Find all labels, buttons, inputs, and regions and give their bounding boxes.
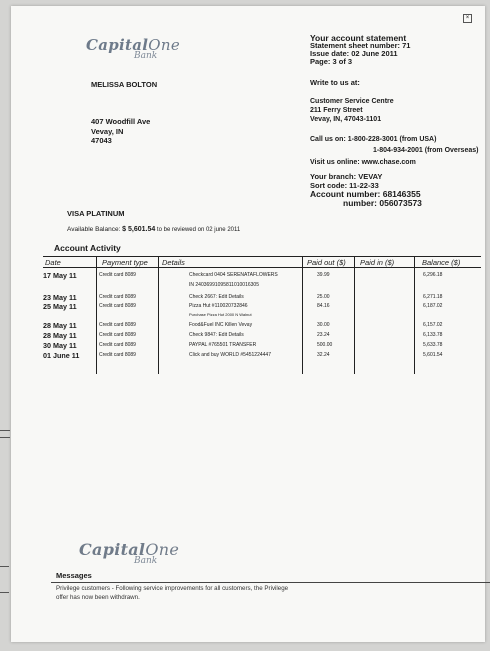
header-details: Details bbox=[162, 258, 185, 267]
table-row: 25 May 11 Credit card 8089 Pizza Hut #110020732846 84.16 6,187.02 bbox=[43, 302, 443, 311]
header-date: Date bbox=[45, 258, 61, 267]
messages-divider bbox=[51, 582, 490, 583]
website: Visit us online: www.chase.com bbox=[310, 159, 416, 166]
bank-logo: CapitalOne Bank bbox=[86, 36, 181, 61]
table-row-continuation: Purchase Pizza Hut 2000 N Walnut bbox=[189, 312, 252, 317]
service-centre-address: Customer Service Centre 211 Ferry Street Vevay, IN, 47043-1101 bbox=[310, 98, 394, 123]
phone-overseas: 1-804-934-2001 (from Overseas) bbox=[373, 147, 479, 154]
phone-usa: Call us on: 1-800-228-3001 (from USA) bbox=[310, 136, 437, 143]
statement-info: Your account statement Statement sheet number: 71 Issue date: 02 June 2011 Page: 3 of 3 bbox=[310, 33, 411, 66]
header-paid-out: Paid out ($) bbox=[307, 258, 346, 267]
header-balance: Balance ($) bbox=[422, 258, 461, 267]
scan-edge-mark bbox=[0, 430, 10, 431]
messages-text: Privilege customers - Following service improvements for all customers, the Privilege offer has now been withdrawn. bbox=[56, 585, 289, 601]
scan-edge-mark bbox=[0, 437, 10, 438]
table-row-continuation: IN 24036991095811010016305 bbox=[189, 282, 259, 288]
branch-info: Your branch: VEVAY Sort code: 11-22-33 Account number: 68146355 number: 056073573 bbox=[310, 172, 422, 208]
scan-edge-mark bbox=[0, 592, 9, 593]
header-paid-in: Paid in ($) bbox=[360, 258, 395, 267]
account-activity-title: Account Activity bbox=[54, 243, 121, 253]
table-header-rule bbox=[43, 267, 481, 268]
write-to-label: Write to us at: bbox=[310, 78, 360, 87]
table-row: 30 May 11 Credit card 8089 PAYPAL #765501 TRANSFER 500.00 5,633.78 bbox=[43, 341, 443, 350]
customer-address: 407 Woodfill Ave Vevay, IN 47043 bbox=[91, 117, 151, 145]
statement-sheet bbox=[11, 6, 485, 642]
table-top-rule bbox=[43, 256, 481, 257]
table-row: 23 May 11 Credit card 8089 Check 2667: Edit Details 25.00 6,271.18 bbox=[43, 293, 443, 302]
available-balance: Available Balance: $ 5,601.54 to be reviewed on 02 june 2011 bbox=[67, 226, 241, 233]
close-icon[interactable]: × bbox=[463, 14, 472, 23]
table-row: 28 May 11 Credit card 8089 Check 9847: Edit Details 23.24 6,133.78 bbox=[43, 331, 443, 340]
table-row: 17 May 11 Credit card 8089 Checkcard 0404 SERENATAFLOWERS 39.99 6,296.18 bbox=[43, 271, 443, 280]
table-row: 01 June 11 Credit card 8089 Click and buy WORLD #5451224447 32.24 5,601.54 bbox=[43, 351, 443, 360]
customer-name: MELISSA BOLTON bbox=[91, 80, 158, 89]
bank-logo-footer: CapitalOne Bank bbox=[79, 540, 180, 566]
messages-title: Messages bbox=[56, 571, 92, 580]
scan-edge-mark bbox=[0, 566, 9, 567]
table-row: 28 May 11 Credit card 8089 Food&Fuel INC Killen Vevay 30.00 6,157.02 bbox=[43, 321, 443, 330]
card-type: VISA PLATINUM bbox=[67, 209, 125, 218]
header-payment-type: Payment type bbox=[102, 258, 148, 267]
